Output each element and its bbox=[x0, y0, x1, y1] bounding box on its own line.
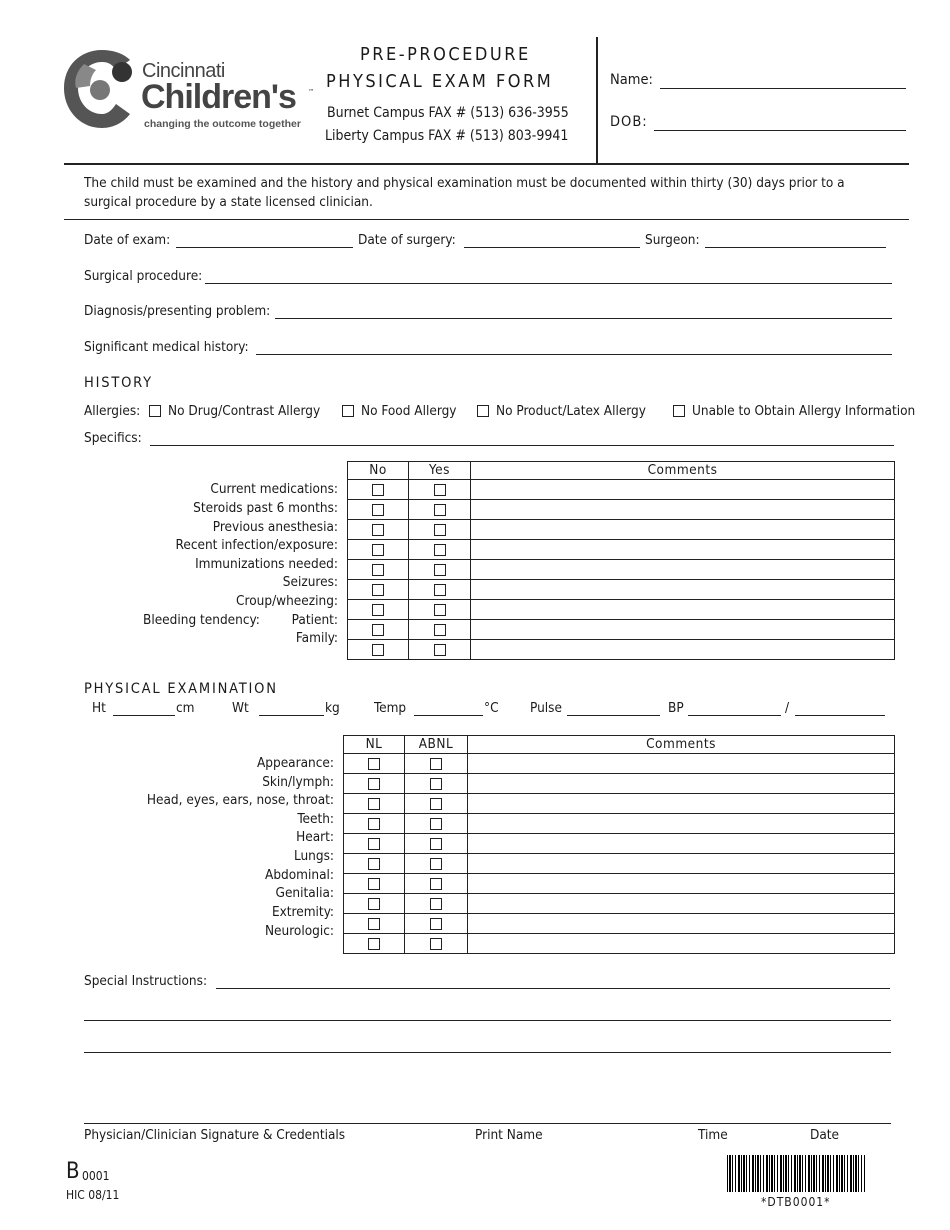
specifics-field[interactable] bbox=[150, 445, 894, 446]
comment-cell[interactable] bbox=[471, 619, 895, 639]
date-of-surgery-field[interactable] bbox=[464, 247, 640, 248]
diagnosis-label: Diagnosis/presenting problem: bbox=[84, 303, 271, 319]
comment-cell[interactable] bbox=[471, 579, 895, 599]
abnl-checkbox[interactable] bbox=[430, 878, 442, 890]
history-row-label: Previous anesthesia: bbox=[212, 519, 338, 535]
yes-checkbox[interactable] bbox=[434, 544, 446, 556]
no-checkbox[interactable] bbox=[372, 644, 384, 656]
col-no: No bbox=[348, 462, 409, 480]
allergy-checkbox-unable[interactable] bbox=[673, 405, 685, 417]
pulse-field[interactable] bbox=[567, 715, 660, 716]
no-checkbox[interactable] bbox=[372, 584, 384, 596]
allergy-checkbox-latex[interactable] bbox=[477, 405, 489, 417]
table-row bbox=[348, 499, 895, 519]
table-row bbox=[344, 873, 895, 893]
special-instructions-line-3[interactable] bbox=[84, 1052, 891, 1053]
allergy-checkbox-drug[interactable] bbox=[149, 405, 161, 417]
kg-unit: kg bbox=[325, 700, 340, 716]
comment-cell[interactable] bbox=[468, 873, 895, 893]
table-row bbox=[344, 913, 895, 933]
pulse-label: Pulse bbox=[530, 700, 562, 716]
table-row bbox=[344, 813, 895, 833]
table-row bbox=[348, 619, 895, 639]
physical-row-label: Lungs: bbox=[293, 848, 334, 864]
logo bbox=[62, 44, 322, 134]
table-row bbox=[344, 853, 895, 873]
table-row bbox=[348, 479, 895, 499]
nl-checkbox[interactable] bbox=[368, 878, 380, 890]
nl-checkbox[interactable] bbox=[368, 838, 380, 850]
table-row bbox=[344, 793, 895, 813]
intro-text-line1: The child must be examined and the history and physical examination must be documented within thirty (30) days prior to a bbox=[84, 175, 845, 191]
table-row bbox=[348, 599, 895, 619]
nl-checkbox[interactable] bbox=[368, 898, 380, 910]
abnl-checkbox[interactable] bbox=[430, 838, 442, 850]
history-row-label: Current medications: bbox=[210, 481, 338, 497]
history-row-label: Croup/wheezing: bbox=[236, 593, 338, 609]
table-row bbox=[348, 539, 895, 559]
comment-cell[interactable] bbox=[468, 853, 895, 873]
abnl-checkbox[interactable] bbox=[430, 758, 442, 770]
history-row-label: Steroids past 6 months: bbox=[193, 500, 338, 516]
print-name-label: Print Name bbox=[475, 1127, 543, 1143]
form-title-line1: PRE-PROCEDURE bbox=[360, 44, 531, 65]
allergy-option-unable: Unable to Obtain Allergy Information bbox=[692, 403, 916, 419]
special-instructions-line-2[interactable] bbox=[84, 1020, 891, 1021]
no-checkbox[interactable] bbox=[372, 564, 384, 576]
celsius-unit: °C bbox=[484, 700, 499, 716]
cm-unit: cm bbox=[176, 700, 195, 716]
physical-exam-heading: PHYSICAL EXAMINATION bbox=[84, 681, 278, 697]
revision: HIC 08/11 bbox=[66, 1188, 120, 1202]
physical-row-label: Neurologic: bbox=[264, 923, 334, 939]
logo-tagline: changing the outcome together bbox=[144, 118, 301, 130]
history-row-label: Immunizations needed: bbox=[195, 556, 338, 572]
time-label: Time bbox=[698, 1127, 728, 1143]
bp-diastolic-field[interactable] bbox=[795, 715, 885, 716]
col-abnl: ABNL bbox=[405, 736, 468, 754]
history-row-label: Seizures: bbox=[282, 574, 338, 590]
allergy-option-drug: No Drug/Contrast Allergy bbox=[168, 403, 321, 419]
header-divider-vertical bbox=[596, 37, 598, 163]
abnl-checkbox[interactable] bbox=[430, 778, 442, 790]
physical-table-header bbox=[344, 736, 895, 754]
form-number: 0001 bbox=[82, 1169, 110, 1183]
history-row-label: Family: bbox=[295, 630, 338, 646]
header-rule bbox=[64, 163, 909, 165]
ht-label: Ht bbox=[92, 700, 106, 716]
ht-field[interactable] bbox=[113, 715, 175, 716]
physical-row-label: Heart: bbox=[296, 829, 334, 845]
physical-row-label: Extremity: bbox=[271, 904, 334, 920]
signature-line[interactable] bbox=[84, 1123, 891, 1124]
nl-checkbox[interactable] bbox=[368, 918, 380, 930]
col-comments: Comments bbox=[471, 462, 895, 480]
allergy-checkbox-food[interactable] bbox=[342, 405, 354, 417]
history-table bbox=[347, 461, 895, 660]
comment-cell[interactable] bbox=[471, 599, 895, 619]
table-row bbox=[344, 753, 895, 773]
abnl-checkbox[interactable] bbox=[430, 858, 442, 870]
comment-cell[interactable] bbox=[468, 893, 895, 913]
barcode-text: *DTB0001* bbox=[761, 1195, 831, 1209]
fax-liberty: Liberty Campus FAX # (513) 803-9941 bbox=[325, 128, 569, 144]
logo-tm: ™ bbox=[308, 88, 315, 96]
abnl-checkbox[interactable] bbox=[430, 918, 442, 930]
comment-cell[interactable] bbox=[471, 479, 895, 499]
allergy-option-food: No Food Allergy bbox=[361, 403, 457, 419]
comment-cell[interactable] bbox=[471, 539, 895, 559]
yes-checkbox[interactable] bbox=[434, 624, 446, 636]
nl-checkbox[interactable] bbox=[368, 798, 380, 810]
nl-checkbox[interactable] bbox=[368, 938, 380, 950]
logo-name-line2: Children's bbox=[141, 78, 296, 116]
physical-row-label: Head, eyes, ears, nose, throat: bbox=[146, 792, 334, 808]
bleeding-tendency-label: Bleeding tendency: bbox=[143, 612, 260, 628]
special-instructions-label: Special Instructions: bbox=[84, 973, 208, 989]
intro-text-line2: surgical procedure by a state licensed clinician. bbox=[84, 194, 373, 210]
comment-cell[interactable] bbox=[471, 499, 895, 519]
table-row bbox=[348, 579, 895, 599]
barcode bbox=[727, 1155, 865, 1192]
comment-cell[interactable] bbox=[468, 933, 895, 953]
allergy-option-latex: No Product/Latex Allergy bbox=[496, 403, 646, 419]
bp-label: BP bbox=[668, 700, 684, 716]
col-nl: NL bbox=[344, 736, 405, 754]
yes-checkbox[interactable] bbox=[434, 604, 446, 616]
nl-checkbox[interactable] bbox=[368, 818, 380, 830]
table-row bbox=[348, 639, 895, 659]
table-row bbox=[344, 833, 895, 853]
abnl-checkbox[interactable] bbox=[430, 938, 442, 950]
date-of-exam-label: Date of exam: bbox=[84, 232, 171, 248]
no-checkbox[interactable] bbox=[372, 604, 384, 616]
history-row-label: Patient: bbox=[291, 612, 338, 628]
comment-cell[interactable] bbox=[468, 793, 895, 813]
physical-row-label: Abdominal: bbox=[265, 867, 334, 883]
table-row bbox=[344, 773, 895, 793]
table-row bbox=[348, 559, 895, 579]
abnl-checkbox[interactable] bbox=[430, 818, 442, 830]
comment-cell[interactable] bbox=[468, 773, 895, 793]
table-row bbox=[344, 893, 895, 913]
comment-cell[interactable] bbox=[468, 833, 895, 853]
logo-mark-icon bbox=[62, 44, 138, 132]
comment-cell[interactable] bbox=[468, 913, 895, 933]
specifics-label: Specifics: bbox=[84, 430, 142, 446]
medical-history-field[interactable] bbox=[256, 354, 892, 355]
history-heading: HISTORY bbox=[84, 375, 153, 391]
yes-checkbox[interactable] bbox=[434, 644, 446, 656]
yes-checkbox[interactable] bbox=[434, 524, 446, 536]
allergies-label: Allergies: bbox=[84, 403, 141, 419]
col-yes: Yes bbox=[409, 462, 471, 480]
surgeon-field[interactable] bbox=[705, 247, 886, 248]
abnl-checkbox[interactable] bbox=[430, 798, 442, 810]
nl-checkbox[interactable] bbox=[368, 858, 380, 870]
comment-cell[interactable] bbox=[471, 639, 895, 659]
form-letter: B bbox=[66, 1159, 80, 1184]
date-of-exam-field[interactable] bbox=[176, 247, 353, 248]
signature-label: Physician/Clinician Signature & Credentials bbox=[84, 1127, 346, 1143]
comment-cell[interactable] bbox=[471, 559, 895, 579]
bp-systolic-field[interactable] bbox=[688, 715, 781, 716]
medical-history-label: Significant medical history: bbox=[84, 339, 249, 355]
surgeon-label: Surgeon: bbox=[645, 232, 700, 248]
diagnosis-field[interactable] bbox=[275, 318, 892, 319]
comment-cell[interactable] bbox=[468, 813, 895, 833]
physical-row-label: Genitalia: bbox=[275, 885, 334, 901]
form-title-line2: PHYSICAL EXAM FORM bbox=[326, 71, 554, 92]
temp-label: Temp bbox=[374, 700, 407, 716]
wt-label: Wt bbox=[232, 700, 249, 716]
comment-cell[interactable] bbox=[471, 519, 895, 539]
nl-checkbox[interactable] bbox=[368, 778, 380, 790]
dob-label: DOB: bbox=[610, 114, 648, 130]
surgical-procedure-label: Surgical procedure: bbox=[84, 268, 203, 284]
surgical-procedure-field[interactable] bbox=[205, 283, 892, 284]
history-table-header bbox=[348, 462, 895, 480]
physical-table bbox=[343, 735, 895, 954]
temp-field[interactable] bbox=[414, 715, 483, 716]
physical-row-label: Appearance: bbox=[256, 755, 334, 771]
yes-checkbox[interactable] bbox=[434, 564, 446, 576]
physical-row-label: Teeth: bbox=[297, 811, 334, 827]
history-row-label: Recent infection/exposure: bbox=[175, 537, 338, 553]
no-checkbox[interactable] bbox=[372, 504, 384, 516]
date-label: Date bbox=[810, 1127, 840, 1143]
yes-checkbox[interactable] bbox=[434, 584, 446, 596]
date-of-surgery-label: Date of surgery: bbox=[358, 232, 456, 248]
name-label: Name: bbox=[610, 72, 653, 88]
col-comments: Comments bbox=[468, 736, 895, 754]
no-checkbox[interactable] bbox=[372, 484, 384, 496]
nl-checkbox[interactable] bbox=[368, 758, 380, 770]
fax-burnet: Burnet Campus FAX # (513) 636-3955 bbox=[327, 105, 569, 121]
table-row bbox=[344, 933, 895, 953]
yes-checkbox[interactable] bbox=[434, 504, 446, 516]
physical-row-label: Skin/lymph: bbox=[262, 774, 334, 790]
special-instructions-field[interactable] bbox=[216, 988, 890, 989]
intro-rule bbox=[64, 219, 909, 220]
bp-slash: / bbox=[785, 700, 790, 716]
abnl-checkbox[interactable] bbox=[430, 898, 442, 910]
wt-field[interactable] bbox=[259, 715, 324, 716]
dob-field[interactable] bbox=[654, 130, 906, 131]
yes-checkbox[interactable] bbox=[434, 484, 446, 496]
comment-cell[interactable] bbox=[468, 753, 895, 773]
name-field[interactable] bbox=[660, 88, 906, 89]
no-checkbox[interactable] bbox=[372, 524, 384, 536]
table-row bbox=[348, 519, 895, 539]
logo-name-line1: Cincinnati bbox=[142, 60, 225, 82]
no-checkbox[interactable] bbox=[372, 624, 384, 636]
no-checkbox[interactable] bbox=[372, 544, 384, 556]
